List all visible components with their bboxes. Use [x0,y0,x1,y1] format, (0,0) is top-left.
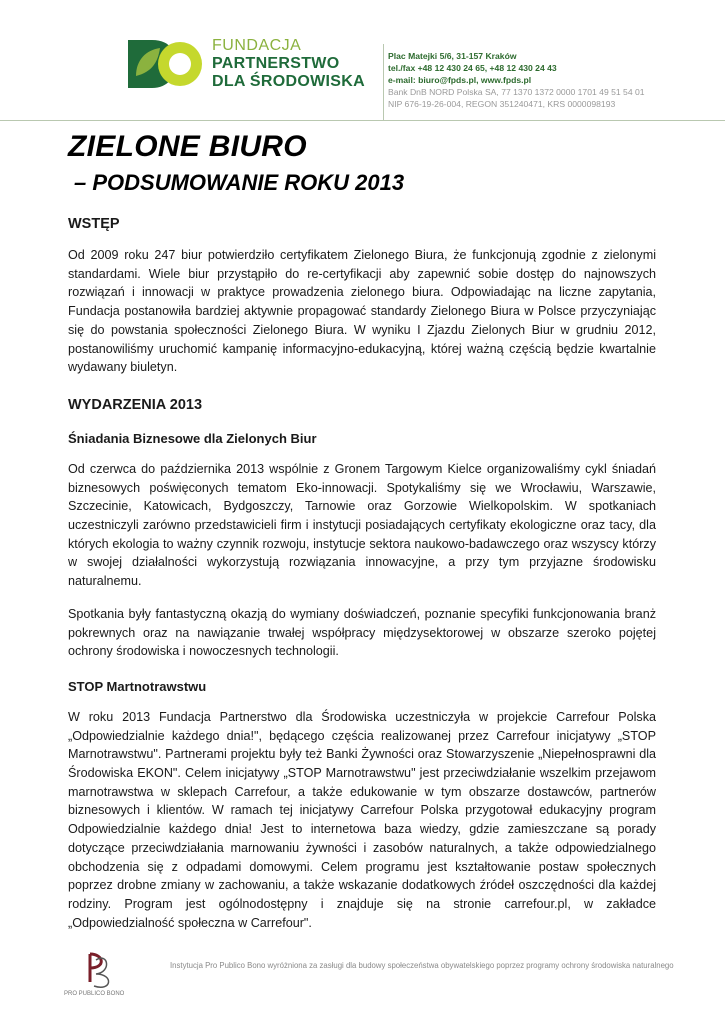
intro-paragraph: Od 2009 roku 247 biur potwierdziło certyfikatem Zielonego Biura, że funkcjonują zgodnie z zielonymi standardami. Wiele biur przystąpiło do re-certyfikacji aby zapewnić sobie dostęp do najnowszych rozwiązań i innowacji w praktyce prowadzenia zielonego biura. Odpowiadając na liczne zapytania, Fundacja postanowiła bardziej aktywnie propagować standardy Zielonego Biura w Polsce przyczyniając się do powstania społeczności Zielonego Biura. W wyniku I Zjazdu Zielonych Biur w grudniu 2012, postanowiliśmy uruchomić kampanię informacyjno-edukacyjną, której ważną częścią będzie kwartalnie wydawany biuletyn. [68,248,656,375]
document-title: ZIELONE BIURO [68,130,307,163]
org-name-line3: DLA ŚRODOWISKA [212,73,365,90]
contact-block [388,50,645,110]
stop-heading: STOP Martnotrawstwu [68,678,207,694]
org-name-line2: PARTNERSTWO [212,55,340,72]
award-text: Instytucja Pro Publico Bono wyróżniona za zasługi dla budowy społeczeństwa obywatelskiego poprzez programy ochrony środowiska naturalnego [170,961,674,970]
organization-name [212,37,365,91]
breakfast-paragraph-1: Od czerwca do października 2013 wspólnie z Gronem Targowym Kielce organizowaliśmy cykl śniadań biznesowych poświęconych tematom Eko-innowacji. Spotykaliśmy się we Wrocławiu, Warszawie, Szczecinie, Katowicach, Bydgoszczy, Tarnowie oraz Gorzowie Wielkopolskim. W spotkaniach uczestniczyli zarówno przedstawicieli firm i instytucji posiadających certyfikaty ekologiczne oraz tacy, dla których ekologia to ważny czynnik rozwoju, instytucje sektora naukowo-badawczego oraz wszyscy którzy w swojej działalności wykorzystują rozwiązania innowacyjne, a przy tym przyjazne środowisku naturalnemu. [68,461,656,589]
address: Plac Matejki 5/6, 31-157 Kraków [388,51,517,61]
events-heading: WYDARZENIA 2013 [68,396,203,413]
phone: tel./fax +48 12 430 24 65, +48 12 430 24 43 [388,63,557,73]
bank-account: Bank DnB NORD Polska SA, 77 1370 1372 0000 1701 49 51 54 01 [388,87,645,97]
org-name-line1: FUNDACJA [212,37,302,54]
document-body [68,130,656,932]
stop-paragraph: W roku 2013 Fundacja Partnerstwo dla Środowiska uczestniczyła w projekcie Carrefour Polska „Odpowiedzialnie każdego dnia!", będącego częścia realizowanej przez Carrefour inicjatywy „STOP Marnotrawstwu". Partnerami projektu były też Banki Żywności oraz Stowarzyszenie „Niepełnosprawni dla Środowiska EKON". Celem inicjatywy „STOP Marnotrawstwu" jest przeciwdziałanie wszelkim przejawom marnotrawstwa w sklepach Carrefour, a także edukowanie w tym obszarze dostawców, partnerów biznesowych i klientów. W ramach tej inicjatywy Carrefour Polska przygotował edukacyjny program Odpowiedzialnie każdego dnia! Jest to internetowa baza wiedzy, gdzie zamieszczane są porady dotyczące przeciwdziałania marnowaniu żywności i zasobów naturalnych, a także odpowiedzialnego obchodzenia się z odpadami domowymi. Celem programu jest kształtowanie postaw społecznych poprzez drobne zmiany w zachowaniu, a także wskazanie dodatkowych źródeł oszczędności dla każdej rodziny. Program jest ogólnodostępny i znajduje się na stronie carrefour.pl, w zakładce „Odpowiedzialność społeczna w Carrefour". [68,709,656,930]
intro-heading: WSTĘP [68,216,120,232]
pro-publico-bono-logo-icon [60,942,160,1002]
breakfast-heading: Śniadania Biznesowe dla Zielonych Biur [68,430,317,446]
registration-numbers: NIP 676-19-26-004, REGON 351240471, KRS 0000098193 [388,99,616,109]
email: e-mail: biuro@fpds.pl, www.fpds.pl [388,75,532,85]
breakfast-paragraph-2: Spotkania były fantastyczną okazją do wymiany doświadczeń, poznanie specyfiki funkcjonowania branż pokrewnych oraz na nawiązanie trwałej współpracy międzysektorowej w obszarze szeroko pojętej ochrony środowiska i nowoczesnych technologii. [68,606,656,659]
document-subtitle: – PODSUMOWANIE ROKU 2013 [74,170,405,195]
foundation-logo-icon [124,36,204,92]
header-rule [0,120,725,121]
header-divider [383,44,384,120]
footer-logo-text: PRO PUBLICO BONO [64,991,125,997]
letterhead [0,0,725,122]
footer [0,930,725,1024]
